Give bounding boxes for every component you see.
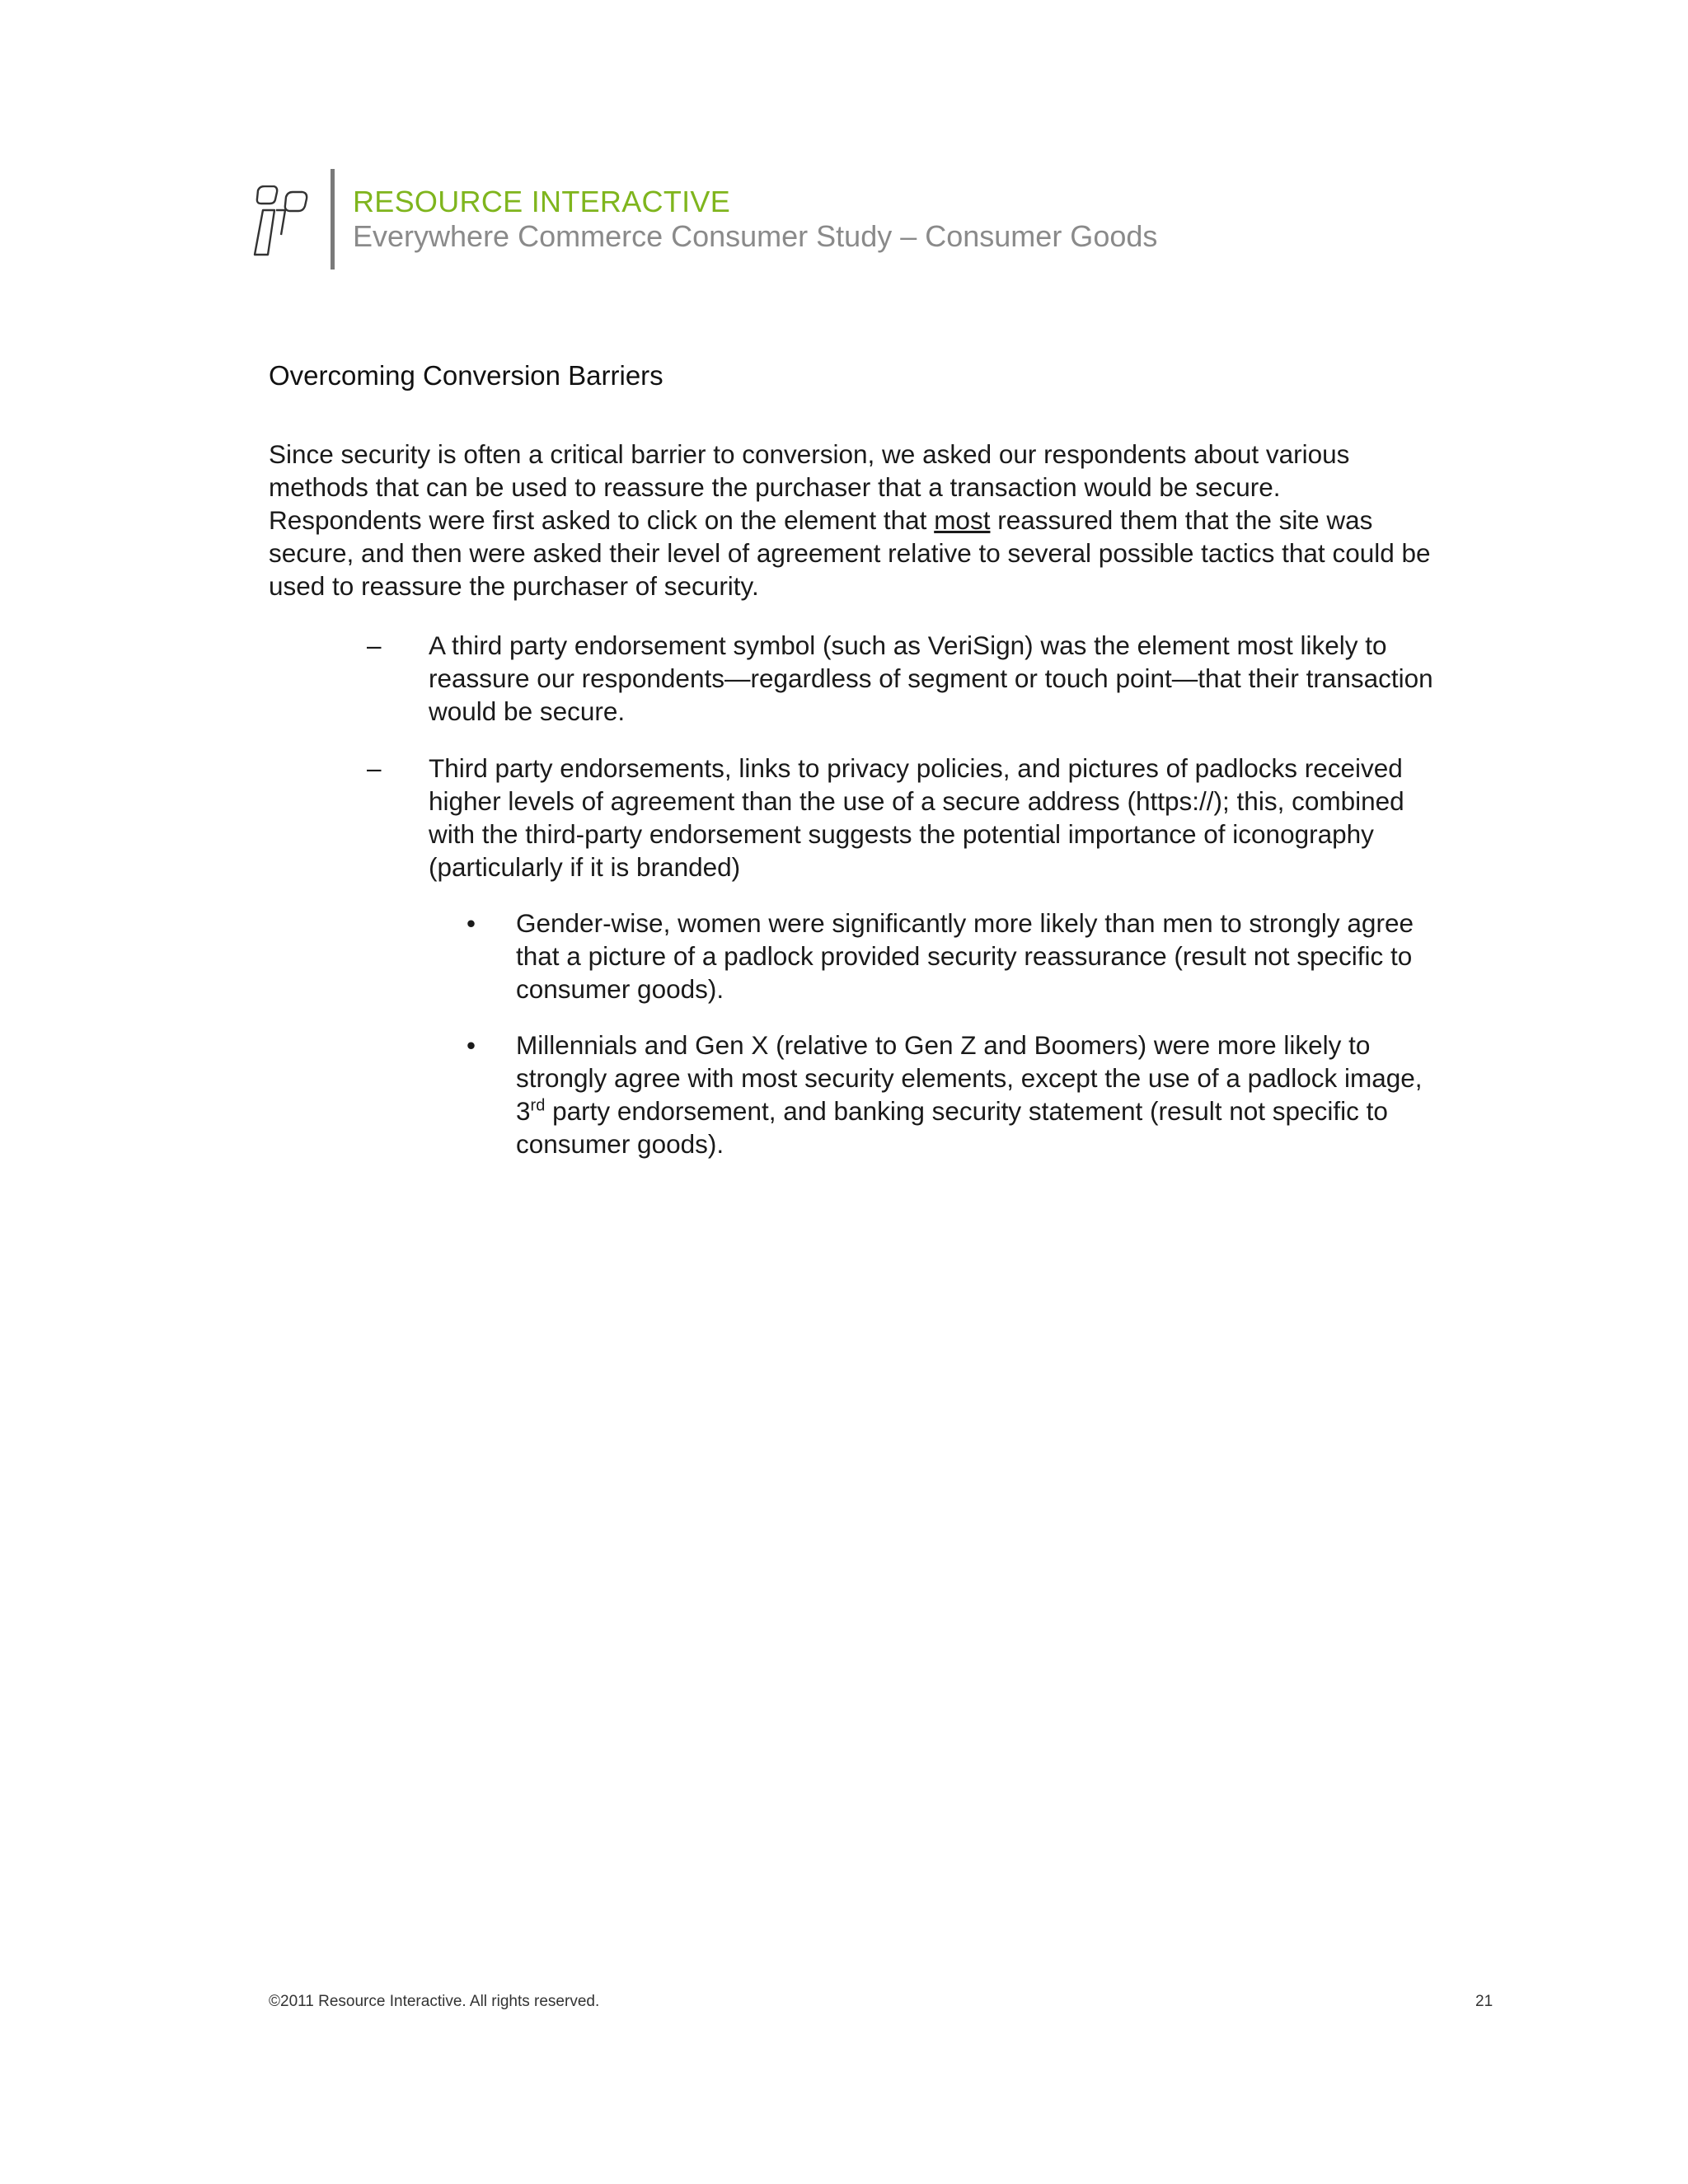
dash-item: Third party endorsements, links to privacy policies, and pictures of padlocks received higher levels of agreement than the use of a secure address (https://); this, combined with the third-party endorsement suggests the potential importance of iconography (particularly if it is branded) (429, 753, 1404, 882)
section-title: Overcoming Conversion Barriers (269, 360, 663, 391)
dash-marker: – (367, 630, 382, 660)
bullet-text-start: Millennials and Gen X (relative to Gen Z and Boomers) were more likely to strongly agree with most security elements, except the use of a padlock image, 3 (516, 1030, 1423, 1126)
report-subtitle: Everywhere Commerce Consumer Study – Consumer Goods (353, 219, 1158, 253)
ordinal-superscript: rd (530, 1096, 546, 1115)
bullet-marker: • (467, 1030, 476, 1060)
intro-text-end: reassured them that the site was secure, and then were asked their level of agreement relative to several possible tactics that could be used to reassure the purchaser of security. (269, 505, 1431, 601)
dash-marker: – (367, 753, 382, 783)
dash-item: A third party endorsement symbol (such as VeriSign) was the element most likely to reassure our respondents—regardless of segment or touch point—that their transaction would be secure. (429, 630, 1433, 726)
bullet-marker: • (467, 908, 476, 938)
intro-paragraph (269, 438, 1439, 602)
resource-interactive-logo (251, 185, 309, 256)
intro-text-start: Since security is often a critical barrier to conversion, we asked our respondents about various methods that can be used to reassure the purchaser that a transaction would be secure. Respondents were first asked to click on the element that (269, 439, 1350, 535)
bullet-item (516, 1029, 1439, 1160)
copyright-notice: ©2011 Resource Interactive. All rights reserved. (269, 1993, 600, 2010)
brand-name: RESOURCE INTERACTIVE (353, 185, 731, 218)
bullet-item: Gender-wise, women were significantly more likely than men to strongly agree that a picture of a padlock provided security reassurance (result not specific to consumer goods). (516, 908, 1414, 1004)
header-divider (331, 169, 335, 269)
intro-emphasis: most (934, 505, 991, 535)
bullet-text-end: party endorsement, and banking security statement (result not specific to consumer goods). (516, 1096, 1388, 1159)
page-number: 21 (1475, 1993, 1493, 2010)
